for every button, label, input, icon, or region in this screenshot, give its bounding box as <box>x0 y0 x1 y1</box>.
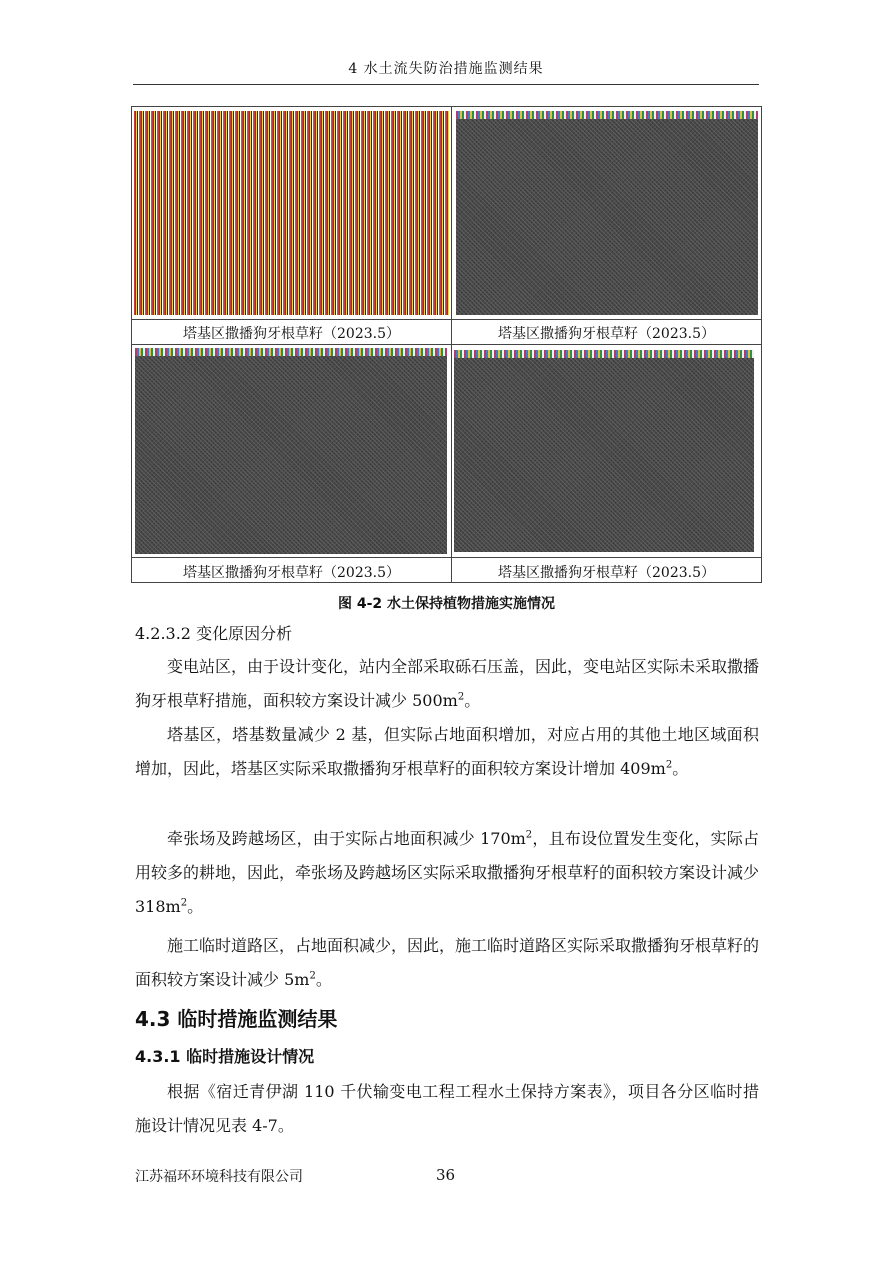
paragraph-substation-end: 。 <box>464 691 481 710</box>
header-rule <box>133 84 759 85</box>
superscript-2: 2 <box>665 759 673 771</box>
section-heading-43: 4.3 临时措施监测结果 <box>135 1007 338 1031</box>
paragraph-temp-road <box>135 929 759 997</box>
superscript-2: 2 <box>525 829 533 841</box>
superscript-2: 2 <box>457 691 465 703</box>
superscript-2: 2 <box>309 970 316 982</box>
photo-caption-4: 塔基区撒播狗牙根草籽（2023.5） <box>498 565 715 581</box>
paragraph-tension-field <box>135 822 759 924</box>
subsection-heading-431: 4.3.1 临时措施设计情况 <box>135 1047 315 1066</box>
paragraph-tension-field-end: 。 <box>187 897 204 916</box>
photo-grid-row-divider-3 <box>132 557 761 558</box>
footer-company: 江苏福环环境科技有限公司 <box>135 1169 303 1185</box>
photo-bottom-left <box>135 348 447 554</box>
running-header: 4 水土流失防治措施监测结果 <box>348 61 544 77</box>
paragraph-tower-base-text: 塔基区，塔基数量减少 2 基，但实际占地面积增加，对应占用的其他土地区域面积增加，因此，塔基区实际采取撒播狗牙根草籽的面积较方案设计增加 409m <box>135 725 759 778</box>
paragraph-temp-road-text: 施工临时道路区，占地面积减少，因此，施工临时道路区实际采取撒播狗牙根草籽的面积较方案设计减少 5m <box>135 936 760 989</box>
photo-grid-row-divider-1 <box>132 319 761 320</box>
subsection-heading-4232: 4.2.3.2 变化原因分析 <box>135 624 293 643</box>
photo-caption-2: 塔基区撒播狗牙根草籽（2023.5） <box>498 326 715 342</box>
paragraph-temp-measures: 根据《宿迁青伊湖 110 千伏输变电工程工程水土保持方案表》，项目各分区临时措施设计情况见表 4-7。 <box>135 1082 759 1135</box>
photo-grid-row-divider-2 <box>132 344 761 345</box>
photo-top-right <box>456 111 758 315</box>
photo-bottom-right <box>454 350 754 552</box>
photo-top-left <box>134 111 449 315</box>
paragraph-tower-base-end: 。 <box>672 759 689 778</box>
photo-caption-1: 塔基区撒播狗牙根草籽（2023.5） <box>183 326 400 342</box>
superscript-2: 2 <box>180 897 188 909</box>
paragraph-temp-road-end: 。 <box>315 970 332 989</box>
paragraph-substation <box>135 650 759 718</box>
paragraph-substation-text: 变电站区，由于设计变化，站内全部采取砾石压盖，因此，变电站区实际未采取撒播狗牙根草籽措施，面积较方案设计减少 500m <box>135 657 760 710</box>
paragraph-tower-base <box>135 718 759 786</box>
paragraph-tension-field-text-a: 牵张场及跨越场区，由于实际占地面积减少 170m <box>167 829 526 848</box>
photo-caption-3: 塔基区撒播狗牙根草籽（2023.5） <box>183 565 400 581</box>
paragraph-tension-field-text-b: ，且布设位置发生变化，实际占用较多的耕地，因此，牵张场及跨越场区实际采取撒播狗牙根草籽的面积较方案设计减少 318m <box>135 829 760 916</box>
page-number: 36 <box>436 1166 456 1184</box>
figure-title: 图 4-2 水土保持植物措施实施情况 <box>337 596 556 612</box>
photo-grid <box>131 106 762 583</box>
